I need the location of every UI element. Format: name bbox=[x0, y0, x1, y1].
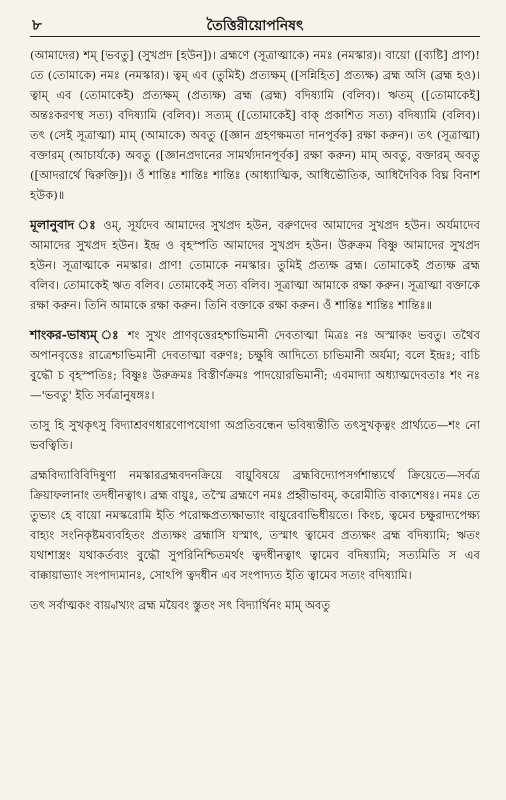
commentary-paragraph bbox=[30, 415, 480, 455]
paragraph-text: ব্রহ্মবিদ্যাবিবিদিষুণা নমস্কারব্রহ্মবদনক্রিয়ে বায়ুবিষয়ে ব্রহ্মবিদ্যোপসর্গশান্ত্যর্থে ক্রিয়েতে—সর্বত্র ক্রিয়াফলানাং তদধীনত্বাৎ। ব্রহ্ম বায়ুঃ, তস্মৈ ব্রহ্মণে নমঃ প্রহ্বীভাবম্, করোমীতি বাক্যশেষঃ। নমঃ তে তুভ্যং হে বায়ো নমস্করোমি ইতি পরোক্ষপ্রত্যক্ষাভ্যাং বায়ুরেবাভিধীয়তে। কিংচ, ত্বমেব চক্ষুরাদ্যপেক্ষ্য বাহ্যং সংনিকৃষ্টমব্যবহিতং প্রত্যক্ষং ব্রহ্মাসি যস্মাৎ, তস্মাৎ ত্বামেব প্রত্যক্ষং ব্রহ্ম বদিষ্যামি; ঋতং যথাশাস্ত্রং যথাকর্তব্যং বুদ্ধৌ সুপরিনিশ্চিতমর্থং ত্বদধীনত্বাৎ ত্বামেব বদিষ্যামি; সত্যমিতি স এব বাক্কায়াভ্যাং সংপাদ্যমানঃ, সোঽপি ত্বদধীন এব সংপাদ্যত ইতি ত্বামেব সত্যং বদিষ্যামি। bbox=[30, 468, 480, 582]
translation-paragraph bbox=[30, 215, 480, 315]
page-header bbox=[30, 14, 480, 37]
word-meaning-paragraph bbox=[30, 45, 480, 205]
commentary-paragraph bbox=[30, 325, 480, 405]
commentary-paragraph bbox=[30, 465, 480, 585]
section-label-translation: মূলানুবাদ ঃ bbox=[30, 217, 98, 232]
paragraph-text: তাসু হি সুখকৃৎসু বিদ্যাশ্রবণধারণোপযোগা অপ্রতিবন্ধেন ভবিষ্যন্তীতি তৎসুখকৃত্বং প্রার্থ্যতে—শং নো ভবত্বিতি। bbox=[30, 418, 480, 452]
running-title: তৈত্তিরীয়োপনিষৎ bbox=[206, 18, 304, 34]
paragraph-text: (আমাদের) শম্ [ভবতু] (সুখপ্রদ [হউন])। ব্রহ্মণে (সূত্রাত্মাকে) নমঃ (নমস্কার)। বায়ো ([ব্যষ্টি] প্রাণ)! তে (তোমাকে) নমঃ (নমস্কার)। ত্বম্ এব (তুমিই) প্রত্যক্ষম্ ([সন্নিহিত] প্রত্যক্ষ) ব্রহ্ম অসি (ব্রহ্ম হও)। ত্বাম্ এব (তোমাকেই) প্রত্যক্ষম্ (প্রত্যক্ষ) ব্রহ্ম (ব্রহ্ম) বদিষ্যামি (বলিব)। ঋতম্ ([তোমাকেই] অন্তঃকরণস্থ সত্য) বদিষ্যামি (বলিব)। সত্যম্ ([তোমাকেই] বাক্ প্রকাশিত সত্য) বদিষ্যামি (বলিব)। তৎ (সেই সূত্রাত্মা) মাম্ (আমাকে) অবতু ([জ্ঞান গ্রহণক্ষমতা দানপূর্বক] রক্ষা করুন)। তৎ (সূত্রাত্মা) বক্তারম্ (আচার্যকে) অবতু ([জ্ঞানপ্রদানের সামর্থ্যদানপূর্বক] রক্ষা করুন) মাম্ অবতু, বক্তারম্ অবতু ([আদরার্থে দ্বিরুক্তি])। ওঁ শান্তিঃ শান্তিঃ শান্তিঃ (আধ্যাত্মিক, আধিভৌতিক, আধিদৈবিক বিঘ্ন বিনাশ হউক)॥ bbox=[30, 48, 480, 202]
page-content bbox=[30, 37, 480, 615]
page-number: ৮ bbox=[32, 16, 42, 34]
paragraph-text: ওম্, সূর্যদেব আমাদের সুখপ্রদ হউন, বরুণদেব আমাদের সুখপ্রদ হউন। অর্যমাদেব আমাদের সুখপ্রদ হউন। ইন্দ্র ও বৃহস্পতি আমাদের সুখপ্রদ হউন। উরুক্রম বিষ্ণু আমাদের সুখপ্রদ হউন। সূত্রাত্মাকে নমস্কার। প্রাণ! তোমাকে নমস্কার। তুমিই প্রত্যক্ষ ব্রহ্ম। তোমাকেই প্রত্যক্ষ ব্রহ্ম বলিব। তোমাকেই ঋত বলিব। তোমাকেই সত্য বলিব। সূত্রাত্মা আমাকে রক্ষা করুন। সূত্রাত্মা বক্তাকে রক্ষা করুন। তিনি আমাকে রক্ষা করুন। তিনি বক্তাকে রক্ষা করুন। ওঁ শান্তিঃ শান্তিঃ শান্তিঃ॥ bbox=[30, 218, 481, 312]
commentary-paragraph bbox=[30, 595, 480, 615]
paragraph-text: শং সুখং প্রাণবৃত্তেরহশ্চাভিমানী দেবতাত্মা মিত্রঃ নঃ অস্মাকং ভবতু। তথৈব অপানবৃত্তেঃ রাত্রেশ্চাভিমানী দেবতাত্মা বরুণঃ; চক্ষুষি আদিত্যে চাভিমানী অর্যমা; বলে ইন্দ্রঃ; বাচি বুদ্ধৌ চ বৃহস্পতিঃ; বিষ্ণুঃ উরুক্রমঃ বিস্তীর্ণক্রমঃ পাদয়োরভিমানী; এবমাদ্যা অধ্যাত্মদেবতাঃ শং নঃ—'ভবতু' ইতি সর্বত্রানুষঙ্গঃ। bbox=[30, 328, 480, 402]
section-label-commentary: শাংকর-ভাষ্যম্ ঃ bbox=[30, 327, 122, 342]
paragraph-text: তৎ সর্বাত্মকং বায়্বাখ্যং ব্রহ্ম ময়ৈবং স্তুতং সৎ বিদ্যার্থিনং মাম্ অবতু bbox=[30, 598, 331, 612]
